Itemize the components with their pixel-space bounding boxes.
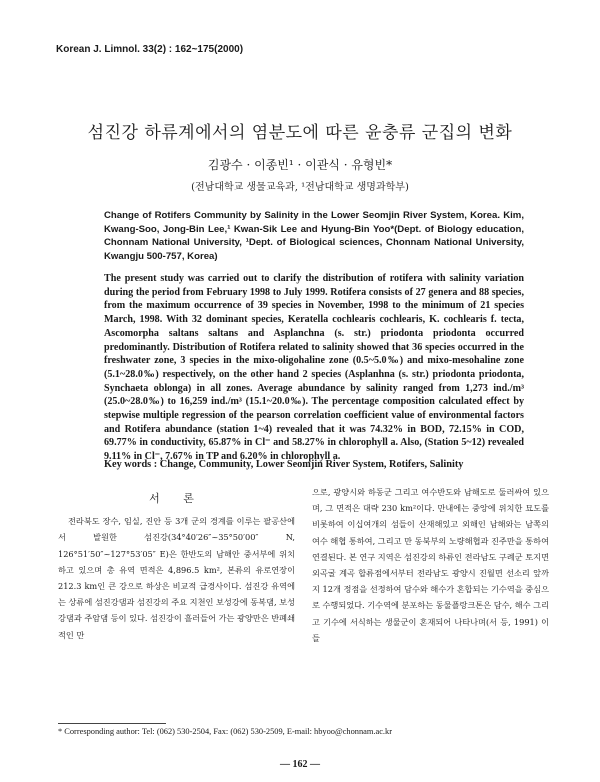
english-title-block: Change of Rotifers Community by Salinity in the Lower Seomjin River System, Korea. Kim, Kwang-Soo, Jong-Bin Lee,¹ Kwan-Sik Lee and Hyung-Bin Yoo*(Dept. of Biology education, Chonnam National University, ¹Dept. of Biological sciences, Chonnam National University, Kwangju 500-757, Korea) <box>104 210 524 262</box>
korean-title: 섬진강 하류계에서의 염분도에 따른 윤충류 군집의 변화 <box>87 123 513 143</box>
body-right-column <box>312 484 549 646</box>
page-number: — 162 — <box>280 759 320 770</box>
footnote-divider <box>58 723 166 724</box>
section-heading-introduction: 서 론 <box>149 492 204 505</box>
keywords: Key words : Change, Community, Lower Seomjin River System, Rotifers, Salinity <box>104 459 464 470</box>
abstract: The present study was carried out to clarify the distribution of rotifera with salinity variation during the period from February 1998 to July 1999. Rotifera consists of 27 genera and 88 species, from the maximum occurrence of 39 species in November, 1998 to the minimum of 21 species March, 1998. With 32 dominant species, Keratella cochlearis cochlearis, K. cochlearis f. tecta, Ascomorpha saltans saltans and Asplanchna (s. str.) priodonta priodonta occurred predominantly. Distribution of Rotifera related to salinity showed that 36 species occurred in the freshwater zone, 3 species in the mixo-oligohaline zone (0.5~5.0‰) and mixo-mesohaline zone (5.1~28.0‰) respectively, on the other hand 2 species (Asplanhna (s. str.) priodonta priodonta, Synchaeta oblonga) in all zones. Average abundance by salinity ranged from 1,273 ind./m³ (25.0~28.0‰) to 16,259 ind./m³ (15.1~20.0‰). The percentage composition calculated effect by stepwise multiple regression of the pearson correlation coefficient value of environmental factors and Rotifera abundance (station 1~4) revealed that it was 74.32% in BOD, 72.15% in COD, 69.77% in conductivity, 65.87% in Cl⁻ and 58.27% in chlorophyll a. Also, (Station 5~12) revealed 9.11% in Cl⁻, 7.67% in TP and 6.20% in chlorophyll a. <box>104 273 524 463</box>
korean-authors: 김광수 · 이종빈¹ · 이관식 · 유형빈* <box>207 158 393 172</box>
body-left-text: 전라북도 장수, 임실, 진안 등 3개 군의 경계를 이루는 팔공산에서 발원한 섬진강(34°40′26″~35°50′00″ N, 126°51′50″~127°53′05″ E)은 한반도의 남해안 중서부에 위치하고 있으며 총 유역 면적은 4,896.5 km², 본류의 유로연장이 212.3 km인 큰 강으로 하상은 비교적 급경사이다. 섬진강 유역에는 상류에 섬진강댐과 섬진강의 주요 지천인 보성강에 동복댐, 보성강댐과 주암댐 등이 있다. 섬진강이 흘러들어 가는 광양만은 반폐쇄적인 만 <box>58 516 295 640</box>
korean-affiliation: (전남대학교 생물교육과, ¹전남대학교 생명과학부) <box>191 182 409 193</box>
journal-reference: Korean J. Limnol. 33(2) : 162~175(2000) <box>56 44 244 55</box>
body-right-text: 으로, 광양시와 하동군 그리고 여수반도와 남해도로 둘러싸여 있으며, 그 면적은 대략 230 km²이다. 만내에는 중앙에 위치한 묘도를 비롯하여 이십여개의 섬들이 산재해있고 외해인 남해와는 남쪽의 여수 해협 통하여, 그리고 만 동북부의 노량해협과 진주만을 통하여 연결된다. 본 연구 지역은 섬진강의 하류인 전라남도 구례군 토지면 외곡굴 계곡 합류점에서부터 전라남도 광양시 진월면 선소리 앞까지 12개 정점을 선정하여 담수와 해수가 혼합되는 기수역을 중심으로 수행되었다. 기수역에 분포하는 동물플랑크톤은 담수, 해수 그리고 기수에 서식하는 생물군이 혼재되어 나타나며(서 등, 1991) 이들 <box>312 487 549 643</box>
corresponding-author-footnote: * Corresponding author: Tel: (062) 530-2504, Fax: (062) 530-2509, E-mail: hbyoo@chonnam.ac.kr <box>58 727 393 736</box>
body-left-column <box>58 491 295 643</box>
